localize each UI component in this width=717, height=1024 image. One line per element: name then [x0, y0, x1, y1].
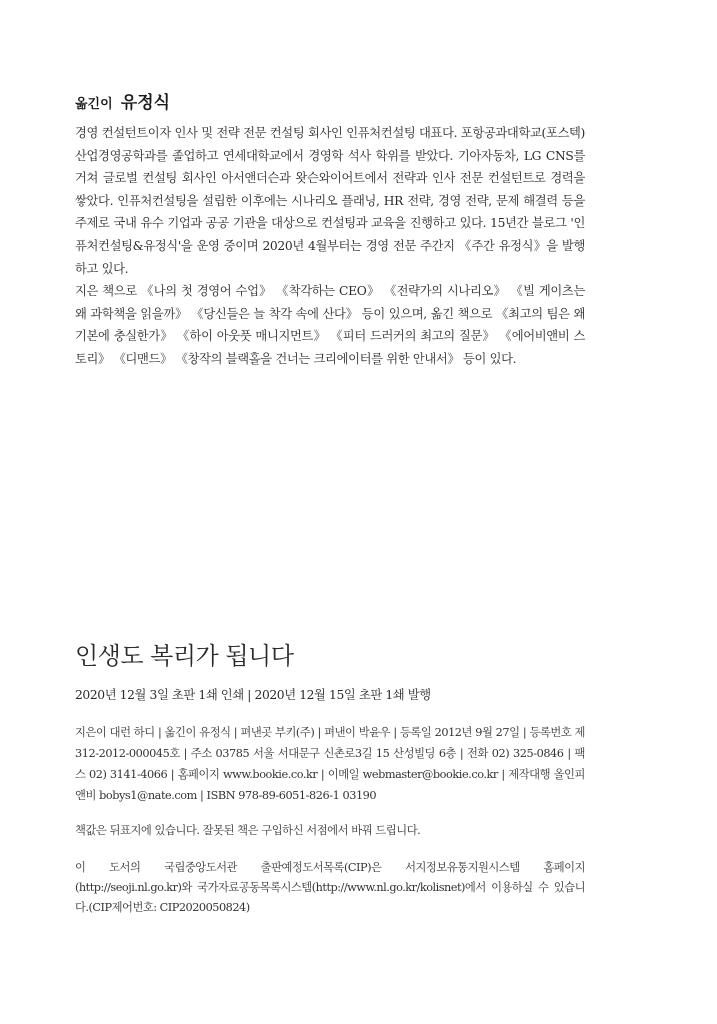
translator-heading	[75, 92, 585, 116]
price-notice: 책값은 뒤표지에 있습니다. 잘못된 책은 구입하신 서점에서 바꿔 드립니다.	[75, 824, 421, 837]
translator-name: 유정식	[120, 93, 171, 113]
bio-paragraph-books: 지은 책으로 《나의 첫 경영어 수업》 《착각하는 CEO》 《전략가의 시나리오》 《빌 게이츠는 왜 과학책을 읽을까》 《당신들은 늘 착각 속에 산다》 등이 있으며, 옮긴 책으로 《최고의 팀은 왜 기본에 충실한가》 《하이 아웃풋 매니지먼트》 《피터 드러커의 최고의 질문》 《에어비앤비 스토리》 《디맨드》 《창작의 블랙홀을 건너는 크리에이터를 위한 안내서》 등이 있다.	[75, 284, 585, 366]
translator-section	[75, 92, 585, 371]
colophon-section	[75, 640, 585, 918]
translator-label: 옮긴이	[75, 97, 113, 112]
publication-info: 지은이 대런 하디 | 옮긴이 유정식 | 펴낸곳 부키(주) | 펴낸이 박윤우 | 등록일 2012년 9월 27일 | 등록번호 제312-2012-000045호 | 주소 03785 서울 서대문구 신촌로3길 15 산성빌딩 6층 | 전화 02) 325-0846 | 팩스 02) 3141-4066 | 홈페이지 www.bookie.co.kr | 이메일 webmaster@bookie.co.kr | 제작대행 올인피앤비 bobys1@nate.com | ISBN 978-89-6051-826-1 03190	[75, 726, 585, 802]
book-title: 인생도 복리가 됩니다	[75, 642, 294, 670]
edition-info: 2020년 12월 3일 초판 1쇄 인쇄 | 2020년 12월 15일 초판 1쇄 발행	[75, 688, 431, 702]
cip-notice: 이 도서의 국립중앙도서관 출판예정도서목록(CIP)은 서지정보유통지원시스템 홈페이지(http://seoji.nl.go.kr)와 국가자료공동목록시스템(http://www.nl.go.kr/kolisnet)에서 이용하실 수 있습니다.(CIP제어번호: CIP2020050824)	[75, 861, 585, 914]
translator-bio	[75, 122, 585, 371]
bio-paragraph-career: 경영 컨설턴트이자 인사 및 전략 전문 컨설팅 회사인 인퓨처컨설팅 대표다. 포항공과대학교(포스텍) 산업경영공학과를 졸업하고 연세대학교에서 경영학 석사 학위를 받았다. 기아자동차, LG CNS를 거쳐 글로벌 컨설팅 회사인 아서앤더슨과 왓슨와이어트에서 전략과 인사 전문 컨설턴트로 경력을 쌓았다. 인퓨처컨설팅을 설립한 이후에는 시나리오 플래닝, HR 전략, 경영 전략, 문제 해결력 등을 주제로 국내 유수 기업과 공공 기관을 대상으로 컨설팅과 교육을 진행하고 있다. 15년간 블로그 '인퓨처컨설팅&유정식'을 운영 중이며 2020년 4월부터는 경영 전문 주간지 《주간 유정식》을 발행하고 있다.	[75, 126, 585, 276]
